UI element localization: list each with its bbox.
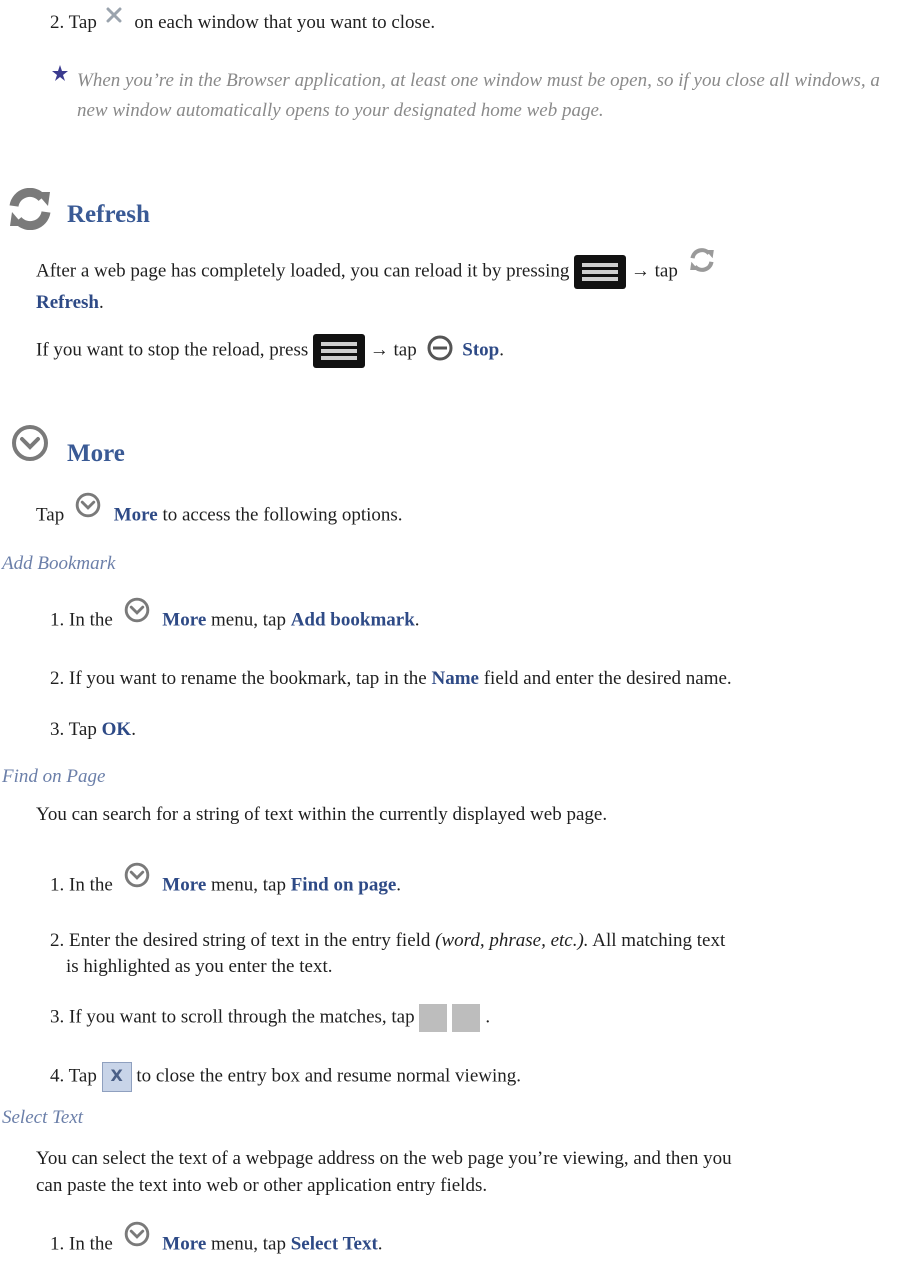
menu-key-icon [574, 255, 626, 289]
scroll-arrow-icon [452, 1004, 480, 1032]
find-on-page-step-4: 4. Tap X to close the entry box and resume normal viewing. [50, 1062, 521, 1092]
stop-instruction: If you want to stop the reload, press → tap Stop. [36, 334, 504, 368]
refresh-instruction: After a web page has completely loaded, you can reload it by pressing → tap Refresh. [36, 255, 715, 316]
star-icon [52, 65, 68, 87]
more-chevron-icon [75, 492, 101, 524]
more-chevron-icon [12, 425, 48, 467]
find-on-page-step-2: 2. Enter the desired string of text in the entry field (word, phrase, etc.). All matching text is highlighted as you enter the text. [50, 930, 726, 977]
find-on-page-step-1: 1. In the More menu, tap Find on page. [50, 870, 401, 902]
find-on-page-step-3: 3. If you want to scroll through the matches, tap . [50, 1004, 490, 1032]
add-bookmark-subheading: Add Bookmark [2, 553, 116, 574]
more-heading: More [67, 440, 125, 467]
browser-note: When you’re in the Browser application, at least one window must be open, so if you close all windows, a new window automatically opens to your designated home web page. [77, 70, 880, 121]
select-text-step-1: 1. In the More menu, tap Select Text. [50, 1229, 383, 1261]
stop-icon [426, 334, 454, 368]
add-bookmark-step-2: 2. If you want to rename the bookmark, tap in the Name field and enter the desired name. [50, 668, 732, 689]
scroll-arrow-icon [419, 1004, 447, 1032]
more-intro: Tap More to access the following options. [36, 500, 403, 532]
more-chevron-icon [124, 862, 150, 894]
add-bookmark-step-3: 3. Tap OK. [50, 719, 136, 740]
refresh-icon [8, 188, 52, 236]
find-on-page-intro: You can search for a string of text within the currently displayed web page. [36, 804, 608, 825]
more-chevron-icon [124, 1221, 150, 1253]
refresh-heading: Refresh [67, 201, 150, 228]
refresh-icon [689, 247, 715, 281]
select-text-subheading: Select Text [2, 1107, 84, 1128]
select-text-intro: You can select the text of a webpage address on the web page you’re viewing, and then you can paste the text into web or other application entry fields. [36, 1148, 732, 1196]
add-bookmark-step-1: 1. In the More menu, tap Add bookmark. [50, 605, 420, 637]
close-box-icon: X [102, 1062, 132, 1092]
menu-key-icon [313, 334, 365, 368]
find-on-page-subheading: Find on Page [2, 766, 106, 787]
x-close-icon [106, 7, 122, 29]
step-close-windows: 2. Tap on each window that you want to close. [50, 12, 435, 35]
more-chevron-icon [124, 597, 150, 629]
